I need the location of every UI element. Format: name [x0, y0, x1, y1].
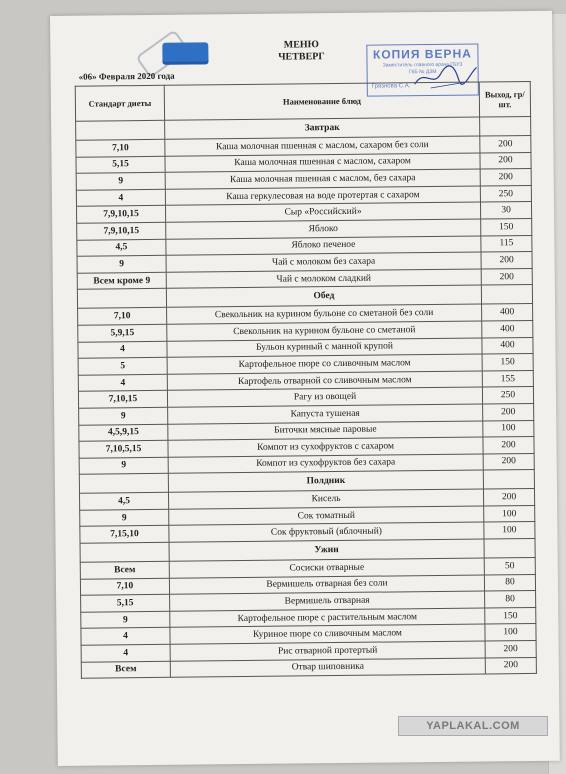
yield-cell: 200 [485, 657, 536, 674]
dish-cell: Яблоко печеное [166, 236, 481, 256]
stamp-signer: Грязнова С.А. [371, 83, 411, 90]
menu-table-body [76, 116, 537, 678]
diet-cell: 7,9,10,15 [76, 206, 165, 224]
diet-cell: Всем [81, 661, 170, 679]
stamp-line-1: Заместитель главного врача ГБУЗ [382, 61, 463, 69]
diet-cell: 4 [81, 644, 170, 662]
yield-cell: 50 [484, 558, 535, 575]
yield-cell: 150 [481, 218, 532, 235]
menu-date: «06» Февраля 2020 года [78, 70, 175, 82]
dish-cell: Рагу из овощей [167, 387, 482, 407]
yield-cell: 200 [481, 268, 532, 285]
stamp-line-2: ГКБ № ДЗМ [408, 68, 437, 76]
diet-cell: Всем [80, 561, 169, 579]
yield-cell: 400 [482, 320, 533, 337]
diet-cell: 9 [81, 611, 170, 629]
yield-cell: 400 [482, 337, 533, 354]
section-title: Обед [166, 285, 481, 307]
dish-cell: Сыр «Российский» [165, 202, 480, 222]
yield-cell: 115 [481, 235, 532, 252]
diet-cell: 4,5 [77, 239, 166, 257]
dish-cell: Сок фруктовый (яблочный) [169, 522, 484, 542]
dish-cell: Картофельное пюре со сливочным маслом [167, 354, 482, 374]
dish-cell: Куриное пюре со сливочным маслом [170, 624, 485, 644]
dish-cell: Вермишель отварная без соли [169, 575, 484, 595]
diet-cell: 4 [81, 628, 170, 646]
dish-cell: Бульон куриный с манной крупой [167, 338, 482, 358]
diet-cell: 7,15,10 [80, 526, 169, 544]
diet-cell: Всем кроме 9 [77, 272, 166, 290]
dish-cell: Свекольник на курином бульоне со сметаной [167, 321, 482, 341]
dish-cell: Картофель отварной со сливочным маслом [167, 371, 482, 391]
diet-cell: 7,9,10,15 [77, 222, 166, 240]
yield-cell: 80 [484, 574, 535, 591]
section-empty-cell [79, 474, 168, 494]
dish-cell: Капуста тушеная [168, 404, 483, 424]
yield-cell: 200 [483, 489, 534, 506]
yield-cell: 30 [480, 202, 531, 219]
diet-cell: 9 [80, 509, 169, 527]
dish-cell: Каша молочная пшенная с маслом, без сахара [165, 169, 480, 189]
yield-cell: 250 [480, 185, 531, 202]
dish-cell: Каша молочная пшенная с маслом, сахаром [165, 153, 480, 173]
menu-sheet [50, 11, 560, 766]
dish-cell: Компот из сухофруктов с сахаром [168, 437, 483, 457]
yield-cell: 200 [480, 135, 531, 152]
stamp-title: КОПИЯ ВЕРНА [372, 46, 472, 62]
yield-cell: 250 [482, 387, 533, 404]
diet-cell: 5 [78, 357, 167, 375]
dish-cell: Кисель [168, 489, 483, 509]
dish-cell: Сосиски отварные [169, 558, 484, 578]
table-row [81, 657, 536, 678]
diet-cell: 7,10 [80, 578, 169, 596]
dish-cell: Чай с молоком без сахара [166, 252, 481, 272]
dish-cell: Биточки мясные паровые [168, 420, 483, 440]
section-title: Полдник [168, 470, 483, 492]
diet-cell: 4 [78, 341, 167, 359]
yield-cell: 100 [484, 505, 535, 522]
section-title: Завтрак [165, 117, 480, 139]
dish-cell: Каша геркулесовая на воде протертая с сахаром [165, 186, 480, 206]
diet-cell: 9 [77, 255, 166, 273]
dish-cell: Вермишель отварная [170, 591, 485, 611]
yield-cell: 400 [482, 304, 533, 321]
section-empty-cell [480, 116, 531, 136]
section-empty-cell [484, 539, 535, 559]
diet-cell: 7,10 [78, 308, 167, 326]
dish-cell: Каша молочная пшенная с маслом, сахаром без соли [165, 136, 480, 156]
diet-cell: 4 [78, 374, 167, 392]
dish-cell: Яблоко [166, 219, 481, 239]
diet-cell: 4,5 [80, 493, 169, 511]
diet-cell: 7,10 [76, 139, 165, 157]
yield-cell: 100 [483, 420, 534, 437]
column-header-diet: Стандарт диеты [75, 85, 164, 121]
diet-cell: 5,15 [76, 156, 165, 174]
section-empty-cell [77, 289, 166, 309]
menu-title: МЕНЮ [283, 39, 319, 51]
yield-cell: 100 [485, 624, 536, 641]
yield-cell: 200 [481, 252, 532, 269]
yield-cell: 200 [480, 152, 531, 169]
diet-cell: 9 [79, 407, 168, 425]
section-empty-cell [76, 120, 165, 140]
dish-cell: Свекольник на курином бульоне со сметаной без соли [167, 304, 482, 324]
column-header-yield: Выход, гр/шт. [479, 81, 530, 117]
yield-cell: 200 [483, 453, 534, 470]
dish-cell: Картофельное пюре с растительным маслом [170, 608, 485, 628]
section-empty-cell [80, 542, 169, 562]
dish-cell: Компот из сухофруктов без сахара [168, 454, 483, 474]
menu-table [75, 81, 537, 679]
yield-cell: 100 [484, 522, 535, 539]
section-empty-cell [483, 470, 534, 490]
table-header-row [75, 81, 530, 121]
column-header-dish: Наименование блюд [164, 82, 479, 120]
yield-cell: 200 [485, 640, 536, 657]
dish-cell: Чай с молоком сладкий [166, 269, 481, 289]
section-title: Ужин [169, 539, 484, 561]
diet-cell: 4,5,9,15 [79, 424, 168, 442]
yield-cell: 150 [482, 354, 533, 371]
yield-cell: 200 [483, 403, 534, 420]
yield-cell: 200 [480, 169, 531, 186]
diet-cell: 7,10,15 [78, 391, 167, 409]
dish-cell: Сок томатный [169, 506, 484, 526]
menu-day: ЧЕТВЕРГ [278, 51, 325, 63]
yield-cell: 200 [483, 437, 534, 454]
section-empty-cell [481, 285, 532, 305]
diet-cell: 7,10,5,15 [79, 440, 168, 458]
diet-cell: 9 [76, 172, 165, 190]
diet-cell: 9 [79, 457, 168, 475]
diet-cell: 5,15 [81, 595, 170, 613]
dish-cell: Отвар шиповника [170, 658, 485, 678]
dish-cell: Рис отварной протертый [170, 641, 485, 661]
yield-cell: 80 [485, 591, 536, 608]
yield-cell: 155 [482, 370, 533, 387]
yield-cell: 150 [485, 607, 536, 624]
watermark: YAPLAKAL.COM [398, 716, 548, 736]
diet-cell: 5,9,15 [78, 324, 167, 342]
diet-cell: 4 [76, 189, 165, 207]
